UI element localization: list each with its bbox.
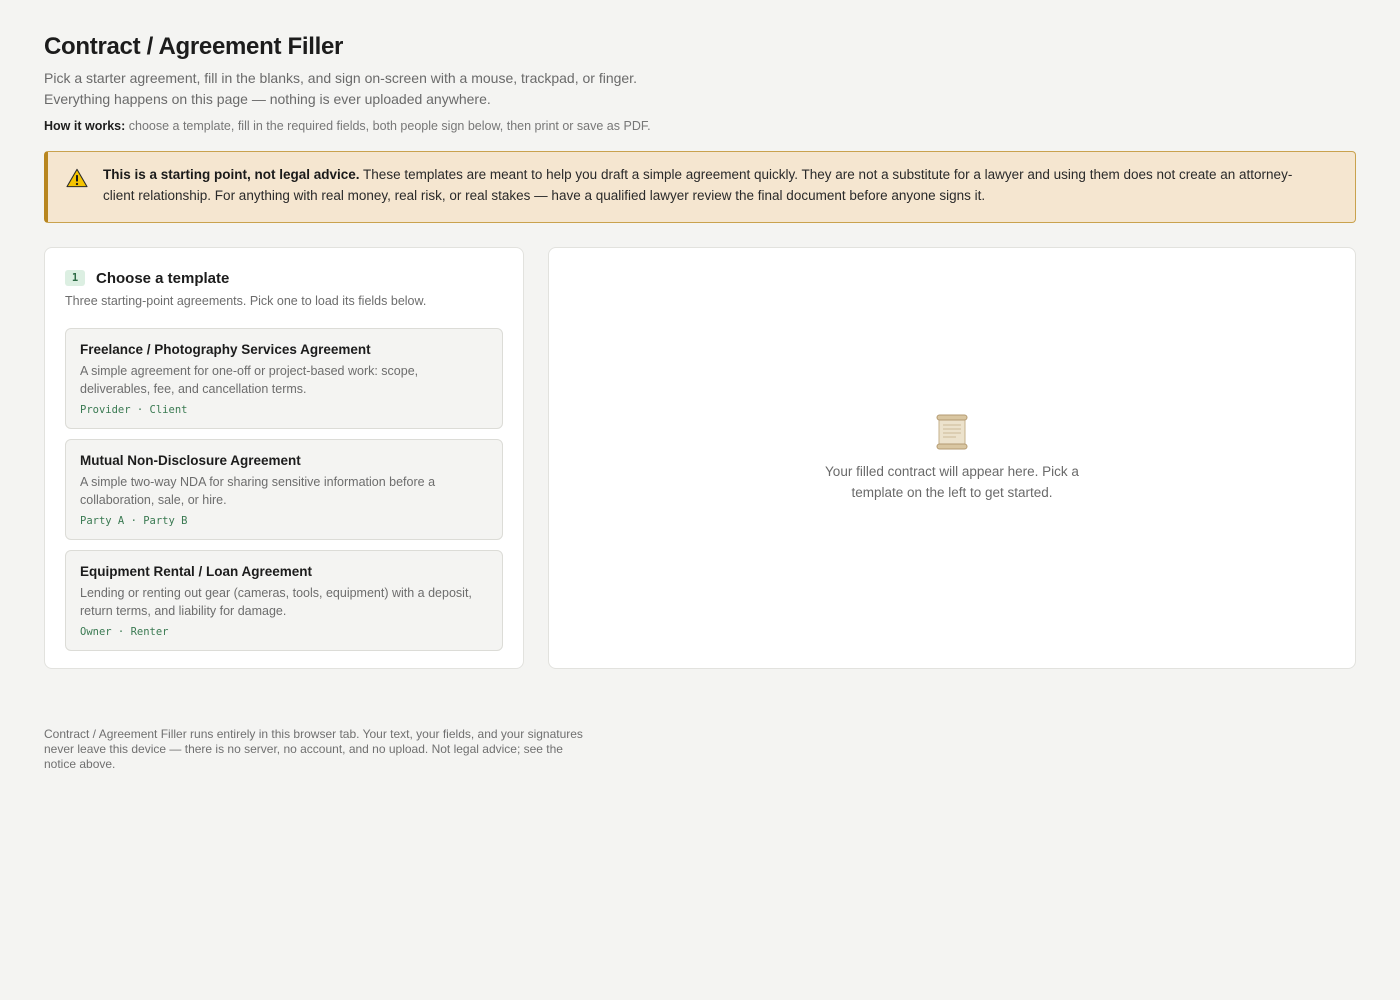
template-card-freelance[interactable] [65,328,503,429]
contract-preview-panel [548,247,1356,669]
page-subtitle: Pick a starter agreement, fill in the blanks, and sign on-screen with a mouse, trackpad, or finger. Everything happens on this page — nothing is ever uploaded anywhere. [44,70,637,107]
how-it-works-label: How it works: [44,119,126,133]
page-title: Contract / Agreement Filler [44,33,344,60]
template-parties: Party A · Party B [80,515,188,527]
step-description: Three starting-point agreements. Pick one to load its fields below. [65,294,427,308]
template-list [65,328,503,651]
template-chooser-panel [44,247,524,669]
template-description: Lending or renting out gear (cameras, tools, equipment) with a deposit, return terms, and liability for damage. [80,586,472,618]
notice-bold: This is a starting point, not legal advice. [103,167,360,182]
footer-note: Contract / Agreement Filler runs entirely in this browser tab. Your text, your fields, and your signatures never leave this device — there is no server, no account, and no upload. Not legal advice; see the notice above. [44,727,583,771]
scroll-icon [934,413,970,451]
how-it-works-text: choose a template, fill in the required fields, both people sign below, then print or save as PDF. [125,119,651,133]
legal-notice [44,151,1356,223]
template-card-nda[interactable] [65,439,503,540]
template-parties: Owner · Renter [80,626,169,638]
template-title: Mutual Non-Disclosure Agreement [80,453,301,468]
notice-body: These templates are meant to help you draft a simple agreement quickly. They are not a substitute for a lawyer and using them does not create an attorney-client relationship. For anything with real money, real risk, or real stakes — have a qualified lawyer review the final document before anyone signs it. [103,167,1293,203]
template-description: A simple agreement for one-off or project-based work: scope, deliverables, fee, and cancellation terms. [80,364,419,396]
notice-text [103,164,1295,206]
preview-empty-message: Your filled contract will appear here. Pick a template on the left to get started. [825,464,1079,500]
step-number-badge: 1 [65,270,85,286]
main-columns [44,247,1356,669]
warning-icon [66,168,88,188]
how-it-works [44,117,1356,135]
step-title: Choose a template [96,269,230,287]
template-title: Equipment Rental / Loan Agreement [80,564,313,579]
template-parties: Provider · Client [80,404,188,416]
template-card-equipment-rental[interactable] [65,550,503,651]
template-description: A simple two-way NDA for sharing sensitive information before a collaboration, sale, or hire. [80,475,436,507]
step-header [65,268,503,288]
template-title: Freelance / Photography Services Agreement [80,342,371,357]
